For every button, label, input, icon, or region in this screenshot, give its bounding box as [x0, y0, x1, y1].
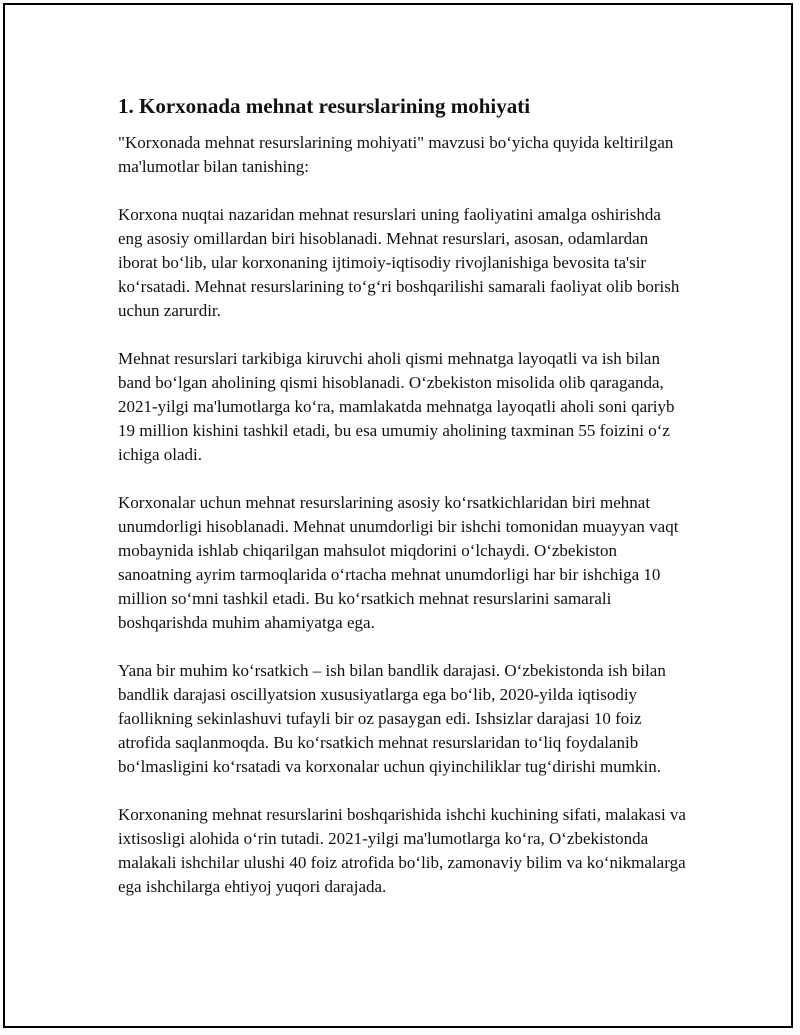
document-body — [118, 93, 688, 923]
section-heading: 1. Korxonada mehnat resurslarining mohiyati — [118, 94, 531, 118]
paragraph-working-population: Mehnat resurslari tarkibiga kiruvchi aholi qismi mehnatga layoqatli va ish bilan band boʻlgan aholining qismi hisoblanadi. Oʻzbekiston misolida olib qaraganda, 2021-yilgi ma'lumotlarga koʻra, mamlakatda mehnatga layoqatli aholi soni qariyb 19 million kishini tashkil etadi, bu esa umumiy aholining taxminan 55 foizini oʻz ichiga oladi. — [118, 349, 675, 464]
paragraph-employment: Yana bir muhim koʻrsatkich – ish bilan bandlik darajasi. Oʻzbekistonda ish bilan bandlik darajasi oscillyatsion xususiyatlarga ega boʻlib, 2020-yilda iqtisodiy faollikning sekinlashuvi tufayli bir oz pasaygan edi. Ishsizlar darajasi 10 foiz atrofida saqlanmoqda. Bu koʻrsatkich mehnat resurslaridan toʻliq foydalanib boʻlmasligini koʻrsatadi va korxonalar uchun qiyinchiliklar tugʻdirishi mumkin. — [118, 661, 666, 776]
paragraph-productivity: Korxonalar uchun mehnat resurslarining asosiy koʻrsatkichlaridan biri mehnat unumdorligi hisoblanadi. Mehnat unumdorligi bir ishchi tomonidan muayyan vaqt mobaynida ishlab chiqarilgan mahsulot miqdorini oʻlchaydi. Oʻzbekiston sanoatning ayrim tarmoqlarida oʻrtacha mehnat unumdorligi har bir ishchiga 10 million soʻmni tashkil etadi. Bu koʻrsatkich mehnat resurslarini samarali boshqarishda muhim ahamiyatga ega. — [118, 493, 679, 632]
paragraph-labor-resources: Korxona nuqtai nazaridan mehnat resurslari uning faoliyatini amalga oshirishda eng asosiy omillardan biri hisoblanadi. Mehnat resurslari, asosan, odamlardan iborat boʻlib, ular korxonaning ijtimoiy-iqtisodiy rivojlanishiga bevosita ta'sir koʻrsatadi. Mehnat resurslarining toʻgʻri boshqarilishi samarali faoliyat olib borish uchun zarurdir. — [118, 205, 680, 320]
paragraph-qualification: Korxonaning mehnat resurslarini boshqarishida ishchi kuchining sifati, malakasi va ixtisosligi alohida oʻrin tutadi. 2021-yilgi ma'lumotlarga koʻra, Oʻzbekistonda malakali ishchilar ulushi 40 foiz atrofida boʻlib, zamonaviy bilim va koʻnikmalarga ega ishchilarga ehtiyoj yuqori darajada. — [118, 805, 686, 896]
paragraph-intro: "Korxonada mehnat resurslarining mohiyati" mavzusi boʻyicha quyida keltirilgan ma'lumotlar bilan tanishing: — [118, 133, 674, 176]
